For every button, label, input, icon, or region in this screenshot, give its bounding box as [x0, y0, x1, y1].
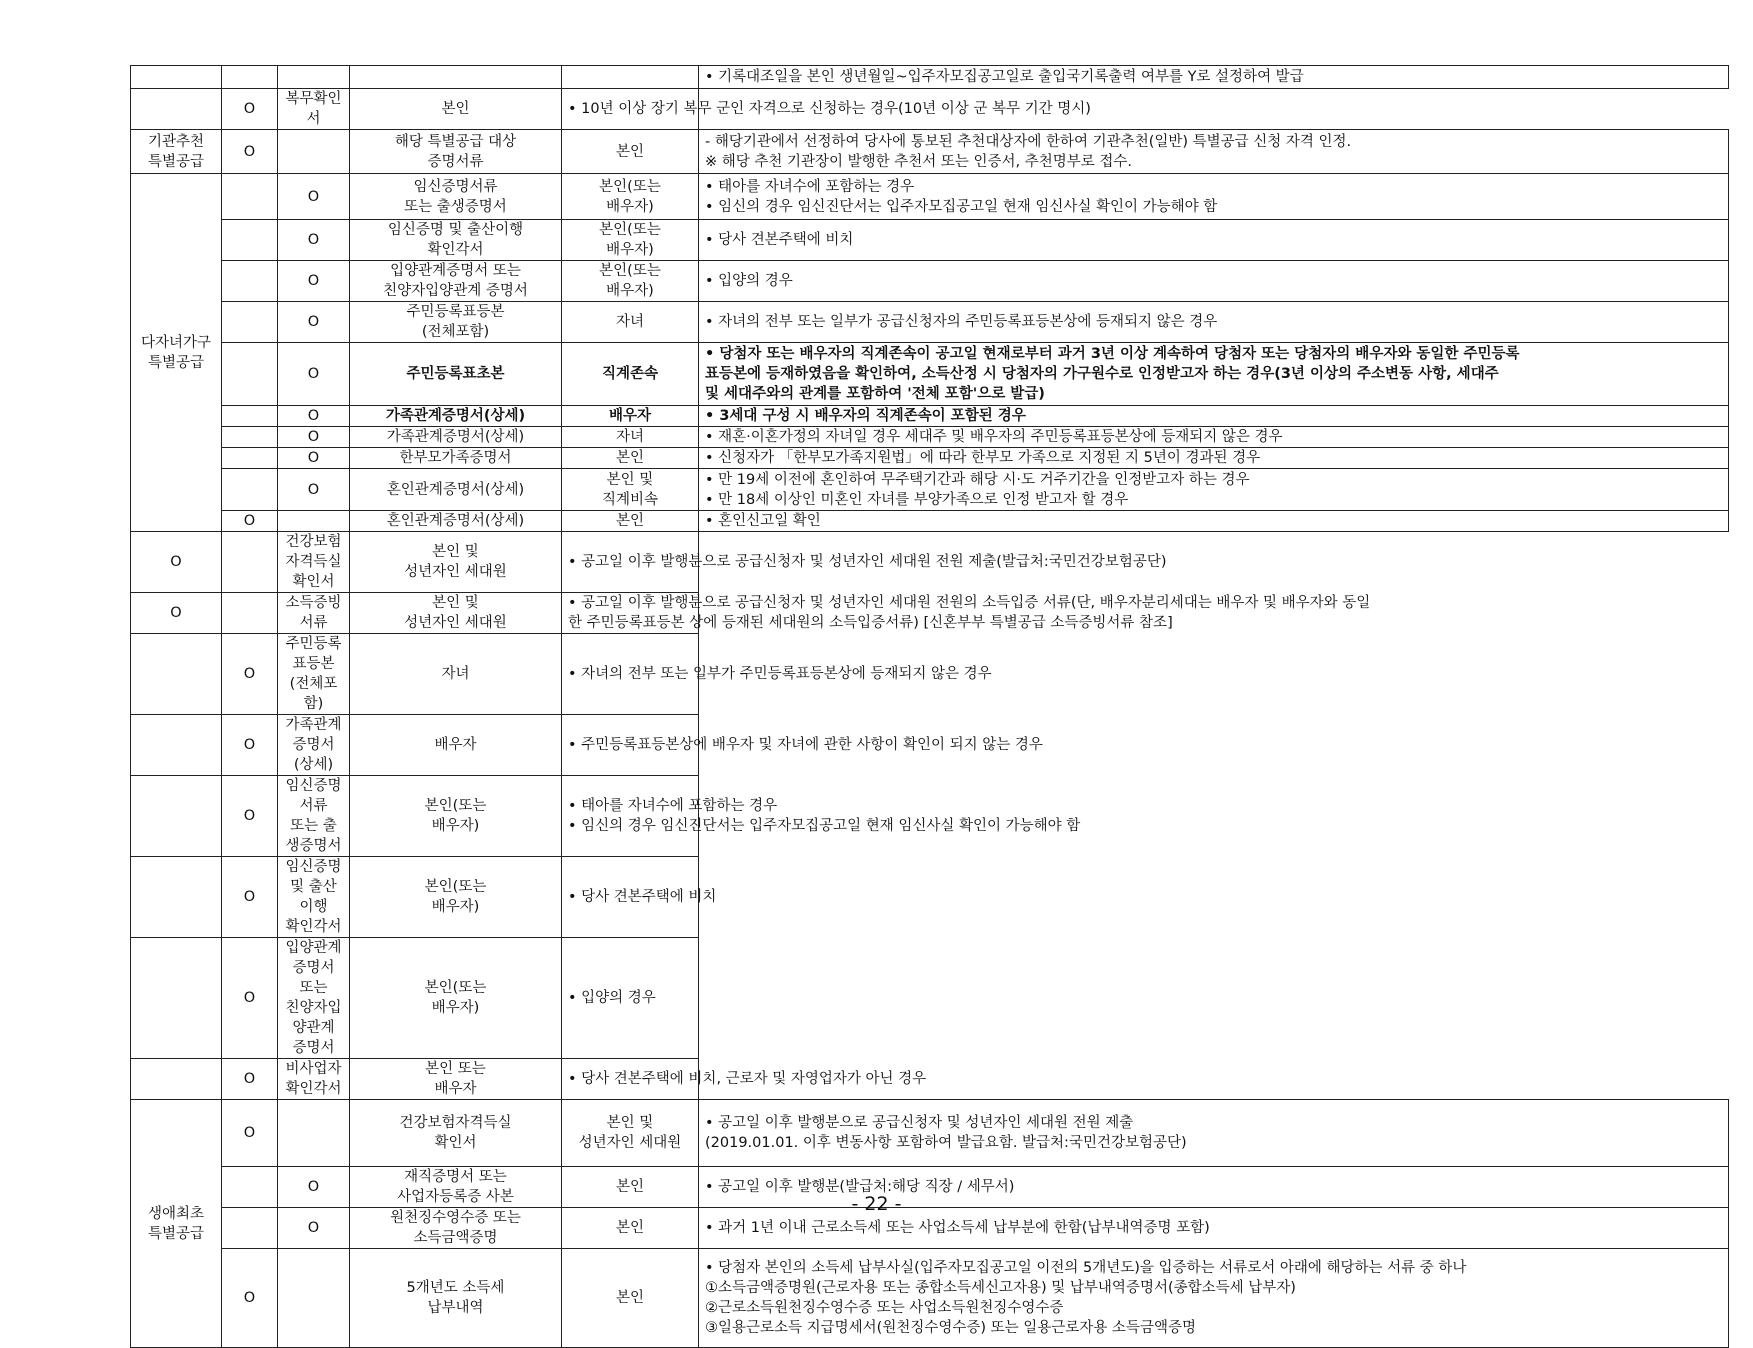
- subject-cell: 본인 및 성년자인 세대원: [350, 593, 562, 634]
- subject-cell: 자녀: [562, 302, 699, 343]
- document-name: 임신증명 및 출산이행 확인각서: [278, 857, 350, 938]
- page-number: - 22 -: [851, 1193, 902, 1215]
- subject-cell: 본인: [562, 1208, 699, 1249]
- subject-cell: 자녀: [350, 634, 562, 715]
- table-row: [131, 532, 1729, 593]
- category-cell: [131, 66, 222, 89]
- document-name: 입양관계증명서 또는 친양자입양관계 증명서: [278, 938, 350, 1059]
- table-row: [131, 1100, 1729, 1167]
- document-name: 재직증명서 또는 사업자등록증 사본: [350, 1167, 562, 1208]
- optional-mark: O: [278, 302, 350, 343]
- document-name: 소득증빙서류: [278, 593, 350, 634]
- table-row: [131, 220, 1729, 261]
- document-name: 혼인관계증명서(상세): [350, 469, 562, 511]
- table-row: [131, 469, 1729, 511]
- optional-mark: O: [278, 448, 350, 469]
- optional-mark: O: [222, 715, 278, 776]
- notes-cell: - 해당기관에서 선정하여 당사에 통보된 추천대상자에 한하여 기관추천(일반) 특별공급 신청 자격 인정. ※ 해당 추천 기관장이 발행한 추천서 또는 인증서, 추천명부로 접수.: [699, 130, 1729, 174]
- notes-cell: • 당사 견본주택에 비치: [562, 857, 699, 938]
- optional-mark: O: [278, 1167, 350, 1208]
- document-name: 한부모가족증명서: [350, 448, 562, 469]
- table-row: [131, 343, 1729, 406]
- required-mark: O: [222, 130, 278, 174]
- optional-mark: O: [222, 938, 278, 1059]
- optional-mark: O: [222, 857, 278, 938]
- category-cell: 다자녀가구 특별공급: [131, 174, 222, 532]
- required-mark: [131, 1059, 222, 1100]
- notes-cell: • 신청자가 「한부모가족지원법」에 따라 한부모 가족으로 지정된 지 5년이 경과된 경우: [699, 448, 1729, 469]
- optional-mark: [278, 511, 350, 532]
- optional-mark: O: [222, 634, 278, 715]
- table-row: [131, 634, 1729, 715]
- required-mark: [222, 343, 278, 406]
- subject-cell: 본인 또는 배우자: [350, 1059, 562, 1100]
- required-mark: O: [222, 1100, 278, 1167]
- document-name: [350, 66, 562, 89]
- optional-mark: [278, 1249, 350, 1348]
- notes-cell: • 과거 1년 이내 근로소득세 또는 사업소득세 납부분에 한함(납부내역증명 포함): [699, 1208, 1729, 1249]
- optional-mark: O: [278, 469, 350, 511]
- required-mark: O: [222, 1249, 278, 1348]
- required-mark: [222, 261, 278, 302]
- required-mark: [131, 89, 222, 130]
- notes-cell: • 당사 견본주택에 비치: [699, 220, 1729, 261]
- table-row: [131, 89, 1729, 130]
- required-mark: [222, 448, 278, 469]
- notes-cell: • 주민등록표등본상에 배우자 및 자녀에 관한 사항이 확인이 되지 않는 경우: [562, 715, 699, 776]
- optional-mark: O: [278, 406, 350, 427]
- required-mark: [222, 220, 278, 261]
- document-name: 원천징수영수증 또는 소득금액증명: [350, 1208, 562, 1249]
- table-row: [131, 938, 1729, 1059]
- subject-cell: 본인(또는 배우자): [350, 857, 562, 938]
- subject-cell: 본인(또는 배우자): [562, 174, 699, 220]
- table-row: [131, 261, 1729, 302]
- notes-cell: • 공고일 이후 발행분으로 공급신청자 및 성년자인 세대원 전원 제출(발급처:국민건강보험공단): [562, 532, 699, 593]
- optional-mark: O: [278, 174, 350, 220]
- optional-mark: O: [222, 776, 278, 857]
- document-name: 주민등록표등본 (전체포함): [278, 634, 350, 715]
- subject-cell: 본인: [562, 1249, 699, 1348]
- notes-cell: • 혼인신고일 확인: [699, 511, 1729, 532]
- table-row: [131, 448, 1729, 469]
- subject-cell: 본인 및 성년자인 세대원: [562, 1100, 699, 1167]
- notes-cell: • 만 19세 이전에 혼인하여 무주택기간과 해당 시·도 거주기간을 인정받고자 하는 경우 • 만 18세 이상인 미혼인 자녀를 부양가족으로 인정 받고자 할 경우: [699, 469, 1729, 511]
- category-cell: 생애최초 특별공급: [131, 1100, 222, 1348]
- optional-mark: [278, 66, 350, 89]
- notes-cell: • 태아를 자녀수에 포함하는 경우 • 임신의 경우 임신진단서는 입주자모집공고일 현재 임신사실 확인이 가능해야 함: [562, 776, 699, 857]
- required-mark: [222, 174, 278, 220]
- required-mark: [222, 469, 278, 511]
- subject-cell: [562, 66, 699, 89]
- document-name: 혼인관계증명서(상세): [350, 511, 562, 532]
- optional-mark: O: [278, 220, 350, 261]
- document-name: 가족관계증명서(상세): [350, 406, 562, 427]
- subject-cell: 본인: [562, 511, 699, 532]
- subject-cell: 본인(또는 배우자): [562, 220, 699, 261]
- notes-cell: • 10년 이상 장기 복무 군인 자격으로 신청하는 경우(10년 이상 군 복무 기간 명시): [562, 89, 699, 130]
- table-row: [131, 130, 1729, 174]
- required-mark: O: [222, 511, 278, 532]
- document-name: 가족관계증명서(상세): [278, 715, 350, 776]
- document-name: 건강보험자격득실 확인서: [350, 1100, 562, 1167]
- notes-cell: • 공고일 이후 발행분으로 공급신청자 및 성년자인 세대원 전원의 소득입증 서류(단, 배우자분리세대는 배우자 및 배우자와 동일 한 주민등록표등본 상에 등재된 세대원의 소득입증서류) [신혼부부 특별공급 소득증빙서류 참조]: [562, 593, 699, 634]
- optional-mark: O: [278, 261, 350, 302]
- subject-cell: 본인(또는 배우자): [562, 261, 699, 302]
- document-name: 임신증명서류 또는 출생증명서: [278, 776, 350, 857]
- notes-cell: • 당첨자 또는 배우자의 직계존속이 공고일 현재로부터 과거 3년 이상 계속하여 당첨자 또는 당첨자의 배우자와 동일한 주민등록 표등본에 등재하였음을 확인하여, 소득산정 시 당첨자의 가구원수로 인정받고자 하는 경우(3년 이상의 주소변동 사항, 세대주 및 세대주와의 관계를 포함하여 '전체 포함'으로 발급): [699, 343, 1729, 406]
- table-row: [131, 715, 1729, 776]
- notes-cell: • 재혼·이혼가정의 자녀일 경우 세대주 및 배우자의 주민등록표등본상에 등재되지 않은 경우: [699, 427, 1729, 448]
- document-name: 건강보험자격득실확인서: [278, 532, 350, 593]
- notes-cell: • 자녀의 전부 또는 일부가 공급신청자의 주민등록표등본상에 등재되지 않은 경우: [699, 302, 1729, 343]
- subject-cell: 본인(또는 배우자): [350, 938, 562, 1059]
- table-row: [131, 66, 1729, 89]
- document-name: 임신증명서류 또는 출생증명서: [350, 174, 562, 220]
- notes-cell: • 3세대 구성 시 배우자의 직계존속이 포함된 경우: [699, 406, 1729, 427]
- document-name: 임신증명 및 출산이행 확인각서: [350, 220, 562, 261]
- optional-mark: O: [222, 89, 278, 130]
- required-mark: [131, 857, 222, 938]
- subject-cell: 본인: [350, 89, 562, 130]
- document-name: 비사업자 확인각서: [278, 1059, 350, 1100]
- required-mark: [222, 427, 278, 448]
- optional-mark: O: [278, 427, 350, 448]
- notes-cell: • 태아를 자녀수에 포함하는 경우 • 임신의 경우 임신진단서는 입주자모집공고일 현재 임신사실 확인이 가능해야 함: [699, 174, 1729, 220]
- subject-cell: 본인 및 직계비속: [562, 469, 699, 511]
- required-mark: [222, 66, 278, 89]
- table-row: [131, 302, 1729, 343]
- required-mark: [131, 938, 222, 1059]
- subject-cell: 배우자: [350, 715, 562, 776]
- optional-mark: [278, 1100, 350, 1167]
- optional-mark: [278, 130, 350, 174]
- document-name: 주민등록표초본: [350, 343, 562, 406]
- subject-cell: 본인: [562, 448, 699, 469]
- subject-cell: 본인: [562, 130, 699, 174]
- required-mark: O: [131, 593, 222, 634]
- table-row: [131, 1059, 1729, 1100]
- table-row: [131, 427, 1729, 448]
- notes-cell: • 입양의 경우: [562, 938, 699, 1059]
- table-row: [131, 776, 1729, 857]
- optional-mark: O: [278, 1208, 350, 1249]
- notes-cell: • 당첨자 본인의 소득세 납부사실(입주자모집공고일 이전의 5개년도)을 입증하는 서류로서 아래에 해당하는 서류 중 하나 ①소득금액증명원(근로자용 또는 종합소득세신고자용) 및 납부내역증명서(종합소득세 납부자) ②근로소득원천징수영수증 또는 사업소득원천징수영수증 ③일용근로소득 지급명세서(원천징수영수증) 또는 일용근로자용 소득금액증명: [699, 1249, 1729, 1348]
- notes-cell: • 입양의 경우: [699, 261, 1729, 302]
- optional-mark: O: [222, 1059, 278, 1100]
- subject-cell: 본인 및 성년자인 세대원: [350, 532, 562, 593]
- table-row: [131, 593, 1729, 634]
- document-name: 해당 특별공급 대상 증명서류: [350, 130, 562, 174]
- document-name: 가족관계증명서(상세): [350, 427, 562, 448]
- notes-cell: • 공고일 이후 발행분(발급처:해당 직장 / 세무서): [699, 1167, 1729, 1208]
- notes-cell: • 공고일 이후 발행분으로 공급신청자 및 성년자인 세대원 전원 제출 (2019.01.01. 이후 변동사항 포함하여 발급요함. 발급처:국민건강보험공단): [699, 1100, 1729, 1167]
- category-cell: 기관추천 특별공급: [131, 130, 222, 174]
- document-name: 복무확인서: [278, 89, 350, 130]
- required-mark: [131, 776, 222, 857]
- optional-mark: O: [278, 343, 350, 406]
- required-mark: [222, 302, 278, 343]
- optional-mark: [222, 593, 278, 634]
- documents-table: [130, 65, 1729, 1348]
- document-name: 5개년도 소득세 납부내역: [350, 1249, 562, 1348]
- optional-mark: [222, 532, 278, 593]
- subject-cell: 본인(또는 배우자): [350, 776, 562, 857]
- table-row: [131, 406, 1729, 427]
- notes-cell: • 자녀의 전부 또는 일부가 주민등록표등본상에 등재되지 않은 경우: [562, 634, 699, 715]
- document-name: 주민등록표등본 (전체포함): [350, 302, 562, 343]
- notes-cell: • 당사 견본주택에 비치, 근로자 및 자영업자가 아닌 경우: [562, 1059, 699, 1100]
- required-mark: O: [131, 532, 222, 593]
- required-mark: [222, 406, 278, 427]
- table-row: [131, 174, 1729, 220]
- subject-cell: 직계존속: [562, 343, 699, 406]
- subject-cell: 본인: [562, 1167, 699, 1208]
- table-row: [131, 857, 1729, 938]
- table-row: [131, 511, 1729, 532]
- required-mark: [131, 634, 222, 715]
- subject-cell: 자녀: [562, 427, 699, 448]
- notes-cell: • 기록대조일을 본인 생년월일~입주자모집공고일로 출입국기록출력 여부를 Y로 설정하여 발급: [699, 66, 1729, 89]
- required-mark: [131, 715, 222, 776]
- document-name: 입양관계증명서 또는 친양자입양관계 증명서: [350, 261, 562, 302]
- subject-cell: 배우자: [562, 406, 699, 427]
- table-row: [131, 1249, 1729, 1348]
